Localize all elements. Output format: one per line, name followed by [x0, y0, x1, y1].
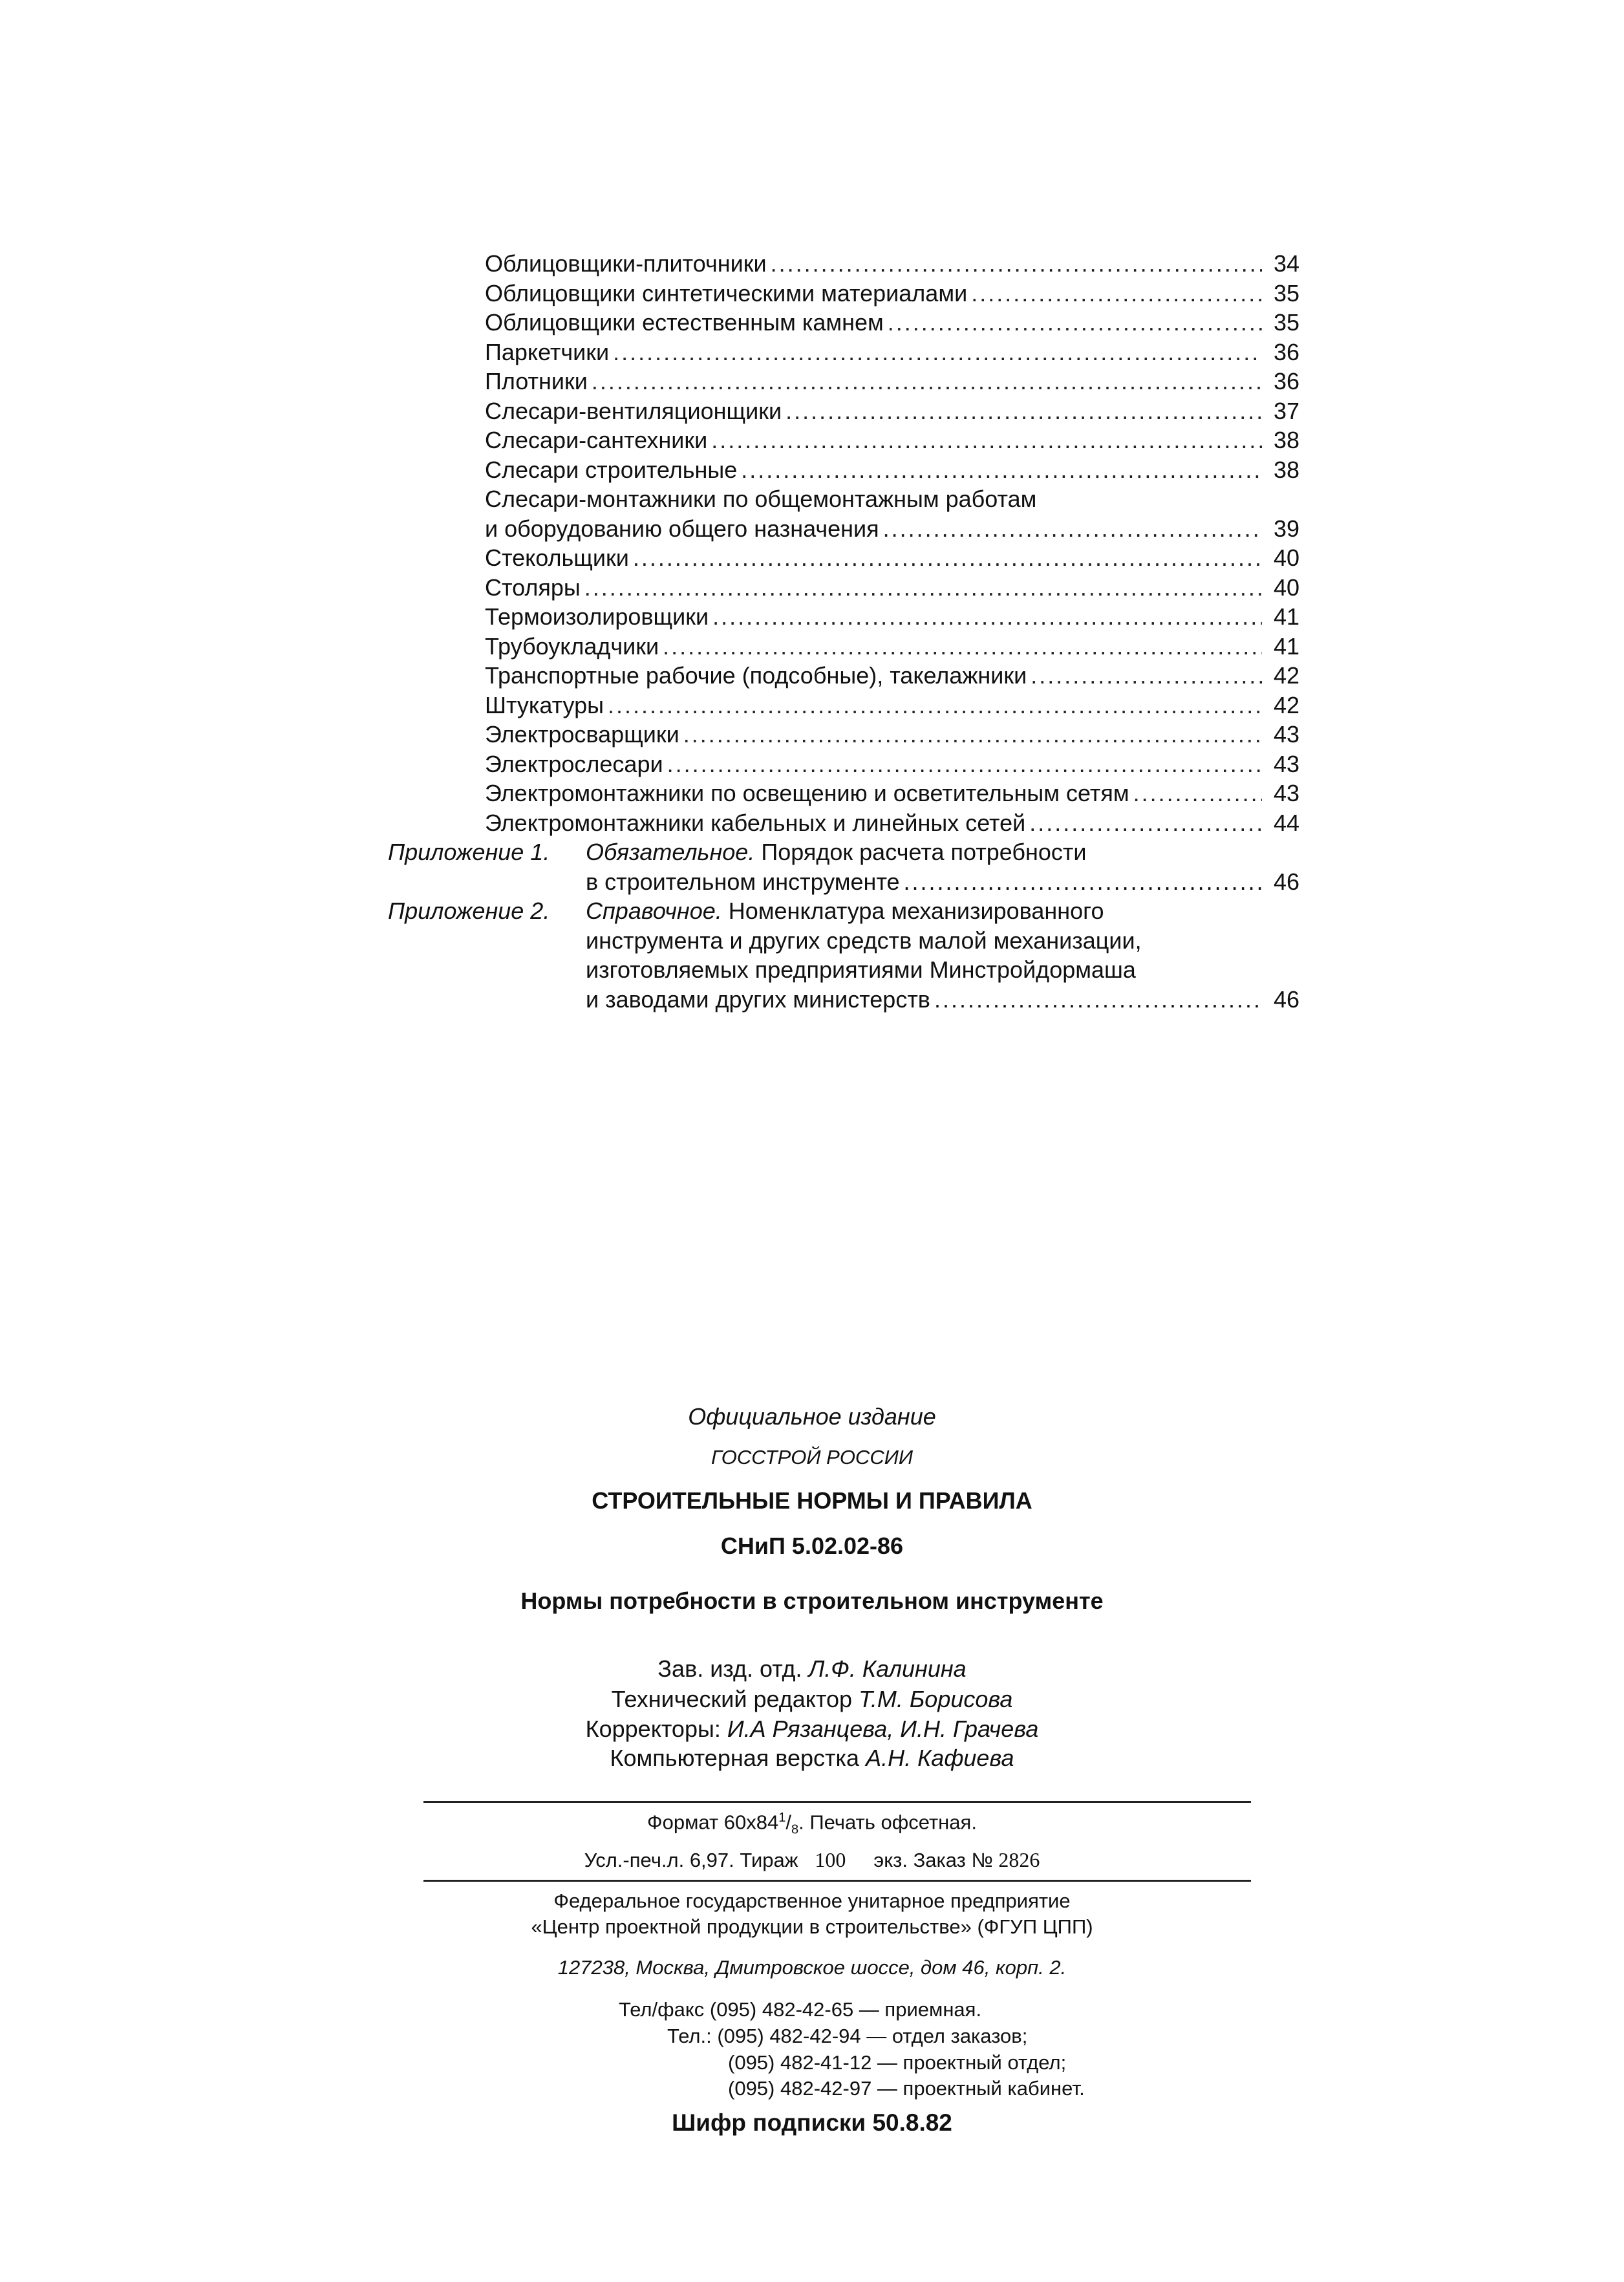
appendix-label: Приложение 2. — [388, 898, 550, 924]
phone-line: Тел.: (095) 482-42-94 — отдел заказов; — [667, 2025, 1028, 2047]
appendix-kind: Справочное. — [586, 898, 722, 924]
toc-entry: Электрослесари ..... 43 — [388, 749, 1299, 779]
phone-line: Тел/факс (095) 482-42-65 — приемная. — [619, 1998, 982, 2021]
subscription-code: Шифр подписки 50.8.82 — [672, 2109, 952, 2136]
official-edition: Официальное издание — [688, 1403, 936, 1430]
divider — [423, 1880, 1251, 1882]
toc-entry: Плотники ..... 36 — [388, 367, 1299, 396]
publisher: ГОССТРОЙ РОССИИ — [710, 1446, 914, 1469]
toc-entry: Штукатуры ..... 42 — [388, 691, 1299, 720]
appendix-2-heading: Приложение 2. Справочное. Номенклатура механизированного — [388, 896, 1299, 926]
phone-line: (095) 482-42-97 — проектный кабинет. — [728, 2077, 1085, 2100]
document-code: СНиП 5.02.02-86 — [720, 1533, 904, 1559]
appendix-1-heading: Приложение 1. Обязательное. Порядок расчета потребности — [388, 837, 1299, 867]
toc-entry: Электромонтажники по освещению и осветительным сетям ..... 43 — [388, 779, 1299, 808]
toc-entry: в строительном инструменте ..... 46 — [388, 867, 1299, 897]
toc-entry: и оборудованию общего назначения ..... 39 — [388, 514, 1299, 544]
credit-line: Зав. изд. отд. Л.Ф. Калинина — [657, 1655, 967, 1682]
credit-line: Компьютерная верстка А.Н. Кафиева — [610, 1745, 1014, 1771]
toc-entry: Стекольщики ..... 40 — [388, 543, 1299, 573]
appendix-line: изготовляемых предприятиями Минстройдормаша — [586, 956, 1136, 983]
toc-entry: и заводами других министерств ..... 46 — [388, 985, 1299, 1015]
toc-entry: Электромонтажники кабельных и линейных сетей ..... 44 — [388, 808, 1299, 838]
enterprise-line: «Центр проектной продукции в строительстве» (ФГУП ЦПП) — [531, 1915, 1093, 1938]
enterprise-line: Федеральное государственное унитарное предприятие — [553, 1889, 1071, 1912]
credit-line: Технический редактор Т.М. Борисова — [611, 1686, 1013, 1712]
toc-entry: Слесари строительные ..... 38 — [388, 455, 1299, 485]
toc-entry: Слесари-вентиляционщики ..... 37 — [388, 396, 1299, 426]
toc-entry: Облицовщики-плиточники ..... 34 — [388, 249, 1299, 279]
toc-entry: Транспортные рабочие (подсобные), такелажники ..... 42 — [388, 661, 1299, 691]
toc-entry: Термоизолировщики ..... 41 — [388, 602, 1299, 632]
print-line: Усл.-печ.л. 6,97. Тираж 100 экз. Заказ № 2826 — [584, 1848, 1040, 1871]
toc-entry: Столяры ..... 40 — [388, 573, 1299, 603]
table-of-contents — [388, 249, 1299, 1014]
address: 127238, Москва, Дмитровское шоссе, дом 46, корп. 2. — [557, 1956, 1067, 1979]
print-run: 100 — [815, 1848, 846, 1871]
divider — [423, 1801, 1251, 1803]
toc-entry: Паркетчики ..... 36 — [388, 338, 1299, 367]
format-line: Формат $60х84^1/_8$. Печать офсетная. — [647, 1811, 977, 1837]
order-number: 2826 — [998, 1848, 1040, 1871]
toc-entry: Облицовщики естественным камнем ..... 35 — [388, 308, 1299, 338]
toc-entry-line1: Слесари-монтажники по общемонтажным работам — [485, 486, 1037, 512]
appendix-kind: Обязательное. — [586, 839, 755, 865]
appendix-label: Приложение 1. — [388, 839, 550, 865]
document-title: Нормы потребности в строительном инструменте — [520, 1588, 1104, 1614]
phone-line: (095) 482-41-12 — проектный отдел; — [728, 2051, 1067, 2074]
credit-line: Корректоры: И.А Рязанцева, И.Н. Грачева — [585, 1716, 1039, 1742]
appendix-line: инструмента и других средств малой механизации, — [586, 927, 1142, 954]
series-title: СТРОИТЕЛЬНЫЕ НОРМЫ И ПРАВИЛА — [592, 1487, 1032, 1514]
toc-entry: Электросварщики ..... 43 — [388, 720, 1299, 749]
toc-entry: Трубоукладчики ..... 41 — [388, 632, 1299, 662]
toc-entry: Облицовщики синтетическими материалами ..... 35 — [388, 279, 1299, 308]
toc-entry: Слесари-сантехники ..... 38 — [388, 425, 1299, 455]
